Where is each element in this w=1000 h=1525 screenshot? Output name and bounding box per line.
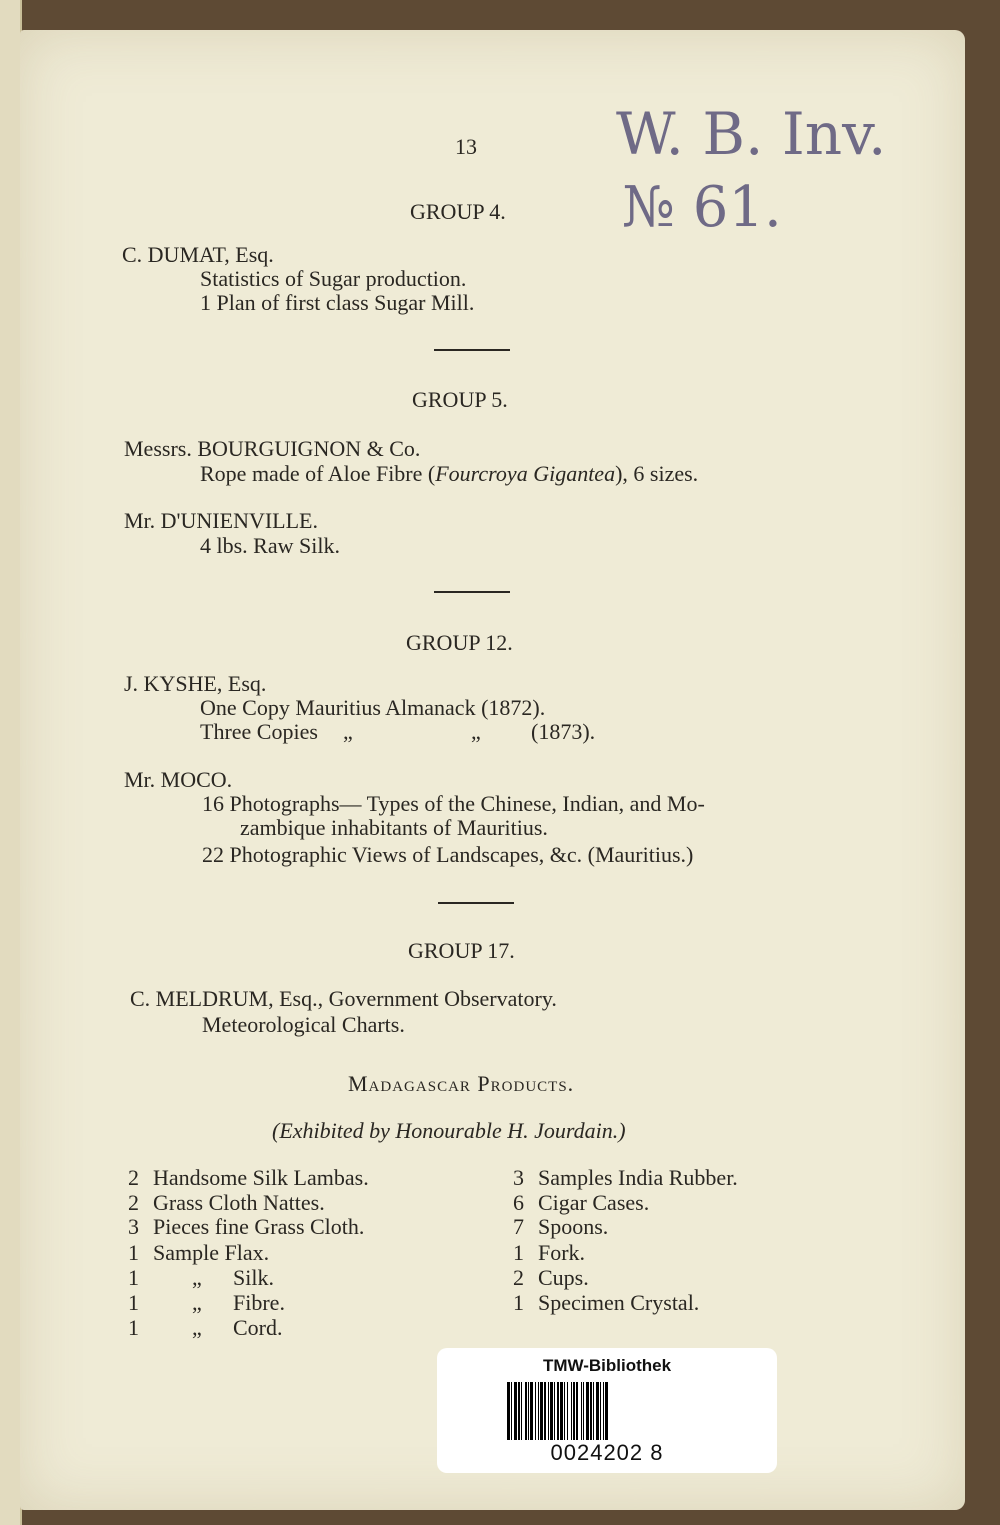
left-item-desc: Handsome Silk Lambas.: [153, 1165, 369, 1190]
right-item-qty: 7: [513, 1214, 524, 1239]
group-5-heading: GROUP 5.: [412, 387, 508, 412]
right-item-qty: 2: [513, 1265, 524, 1290]
library-name: TMW-Bibliothek: [542, 1356, 672, 1375]
left-item-qty: 2: [128, 1190, 139, 1215]
item-photographic-views: 22 Photographic Views of Landscapes, &c. (Mauritius.): [202, 842, 694, 867]
ditto-mark: „: [192, 1315, 202, 1340]
exhibitor-dumat: C. DUMAT, Esq.: [122, 242, 274, 267]
item-meteorological-charts: Meteorological Charts.: [202, 1012, 405, 1037]
exhibitor-dunienville: Mr. D'UNIENVILLE.: [124, 508, 318, 533]
right-item-desc: Spoons.: [538, 1214, 609, 1239]
item-almanack-1873-year: (1873).: [531, 719, 596, 744]
section-divider: [434, 591, 510, 593]
page-number: 13: [455, 134, 477, 159]
right-item-desc: Specimen Crystal.: [538, 1290, 700, 1315]
item-raw-silk: 4 lbs. Raw Silk.: [200, 533, 340, 558]
inventory-stamp-line1: W. B. Inv.: [616, 100, 887, 168]
right-item-qty: 1: [513, 1240, 524, 1265]
item-photographs-types-cont: zambique inhabitants of Mauritius.: [240, 815, 548, 840]
exhibitor-moco: Mr. MOCO.: [124, 767, 233, 792]
left-item-qty: 1: [128, 1315, 139, 1340]
right-item-qty: 6: [513, 1190, 524, 1215]
group-12-heading: GROUP 12.: [406, 630, 513, 655]
group-4-heading: GROUP 4.: [410, 199, 506, 224]
madagascar-heading: Madagascar Products.: [348, 1071, 575, 1096]
ditto-mark: „: [471, 719, 481, 744]
item-photographs-types: 16 Photographs— Types of the Chinese, Indian, and Mo-: [202, 791, 705, 816]
item-sugar-statistics: Statistics of Sugar production.: [200, 266, 467, 291]
left-item-qty: 1: [128, 1240, 139, 1265]
barcode-icon: [507, 1382, 713, 1440]
left-item-qty: 2: [128, 1165, 139, 1190]
right-item-qty: 3: [513, 1165, 524, 1190]
left-item-desc: Cord.: [233, 1315, 283, 1340]
section-divider: [438, 902, 514, 904]
left-item-desc: Fibre.: [233, 1290, 285, 1315]
right-item-desc: Samples India Rubber.: [538, 1165, 738, 1190]
left-item-qty: 1: [128, 1290, 139, 1315]
exhibitor-bourguignon: Messrs. BOURGUIGNON & Co.: [124, 436, 421, 461]
left-item-qty: 3: [128, 1214, 139, 1239]
inventory-stamp-line2: № 61.: [622, 175, 782, 240]
ditto-mark: „: [192, 1265, 202, 1290]
left-item-desc: Sample Flax.: [153, 1240, 270, 1265]
exhibitor-kyshe: J. KYSHE, Esq.: [124, 671, 267, 696]
right-item-desc: Cigar Cases.: [538, 1190, 650, 1215]
left-item-desc: Grass Cloth Nattes.: [153, 1190, 325, 1215]
book-spine-edge: [0, 0, 22, 1525]
right-item-qty: 1: [513, 1290, 524, 1315]
section-divider: [434, 349, 510, 351]
right-item-desc: Cups.: [538, 1265, 589, 1290]
item-almanack-1872: One Copy Mauritius Almanack (1872).: [200, 695, 546, 720]
left-item-desc: Pieces fine Grass Cloth.: [153, 1214, 365, 1239]
ditto-mark: „: [343, 719, 353, 744]
barcode-number: 0024202 8: [550, 1440, 664, 1465]
madagascar-subheading: (Exhibited by Honourable H. Jourdain.): [272, 1118, 626, 1143]
right-item-desc: Fork.: [538, 1240, 586, 1265]
exhibitor-meldrum: C. MELDRUM, Esq., Government Observatory.: [130, 986, 557, 1011]
item-aloe-rope: Rope made of Aloe Fibre (Fourcroya Gigantea), 6 sizes.: [200, 461, 699, 486]
library-barcode-label: [437, 1348, 777, 1473]
left-item-qty: 1: [128, 1265, 139, 1290]
left-item-desc: Silk.: [233, 1265, 274, 1290]
ditto-mark: „: [192, 1290, 202, 1315]
item-sugar-mill-plan: 1 Plan of first class Sugar Mill.: [200, 290, 475, 315]
item-almanack-1873-label: Three Copies: [200, 719, 318, 744]
group-17-heading: GROUP 17.: [408, 938, 515, 963]
